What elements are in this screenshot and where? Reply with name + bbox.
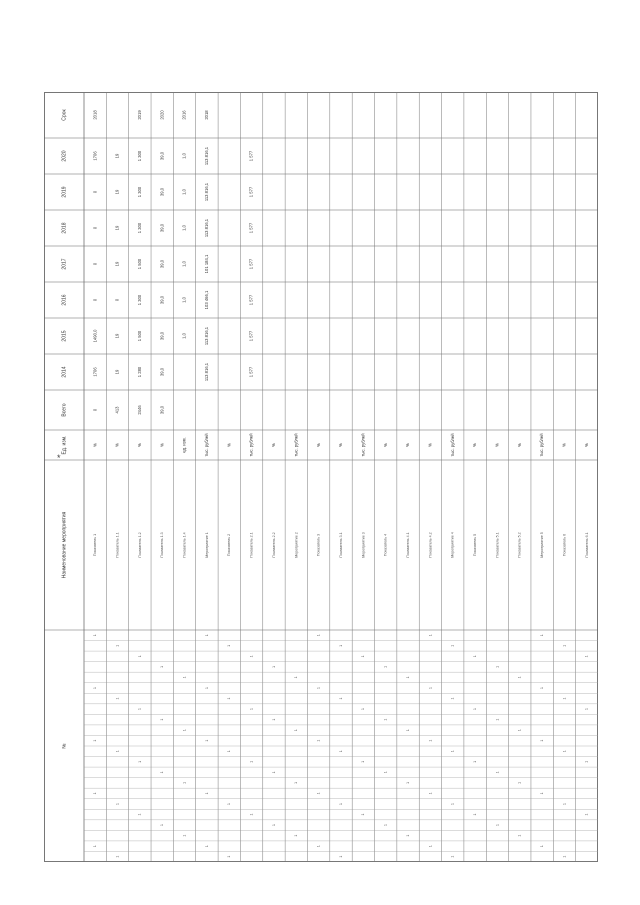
grid-mark: 1 — [428, 739, 433, 742]
table-cell: 1,0 — [181, 153, 187, 159]
table-cell: 2019 — [136, 110, 142, 120]
page-marker: * — [57, 453, 61, 463]
table-cell: 19 — [114, 261, 120, 267]
grid-mark: 1 — [93, 845, 98, 848]
grid-mark: 1 — [540, 845, 545, 848]
grid-mark: 1 — [472, 760, 477, 763]
column-header: 2020 — [61, 150, 68, 162]
grid-mark: 1 — [472, 708, 477, 711]
grid-mark: 1 — [294, 676, 299, 679]
grid-mark: 1 — [405, 729, 410, 732]
grid-mark: 1 — [383, 824, 388, 827]
grid-mark: 1 — [361, 813, 366, 816]
grid-mark: 1 — [495, 824, 500, 827]
grid-mark: 1 — [428, 687, 433, 689]
table-cell: 0 — [92, 408, 98, 412]
table-cell: тыс. рублей — [248, 433, 254, 457]
table-cell: тыс. рублей — [449, 433, 455, 457]
grid-mark: 1 — [294, 781, 299, 784]
grid-mark: 1 — [271, 718, 276, 721]
row-description: Мероприятие 2 — [294, 532, 299, 558]
row-description: Показатель 2.1 — [249, 532, 254, 558]
row-description: Показатель 1.2 — [137, 532, 142, 558]
column-header: 2018 — [61, 222, 68, 234]
grid-mark: 1 — [294, 834, 299, 837]
table-cell: 113 816,1 — [204, 326, 210, 346]
grid-mark: 1 — [249, 655, 254, 658]
table-cell: 39,0 — [159, 223, 165, 233]
column-header: Наименование мероприятия — [61, 511, 68, 579]
row-description: Показатель 3 — [316, 533, 321, 557]
grid-mark: 1 — [115, 750, 120, 753]
grid-mark: 1 — [495, 665, 500, 668]
grid-mark: 1 — [182, 729, 187, 732]
row-description: Показатель 4.2 — [428, 532, 433, 558]
grid-mark: 1 — [450, 855, 455, 858]
table-cell: 0 — [92, 262, 98, 266]
table-cell: 113 816,1 — [204, 182, 210, 202]
table-cell: 39,0 — [159, 259, 165, 269]
grid-mark: 1 — [271, 824, 276, 827]
grid-mark: 1 — [316, 792, 321, 795]
table-cell: % — [427, 443, 433, 447]
table-cell: 103 466,1 — [204, 290, 210, 310]
table-cell: 1,0 — [181, 225, 187, 231]
row-description: Показатель 5 — [473, 533, 478, 557]
table-cell: 113 816,1 — [204, 362, 210, 382]
grid-mark: 1 — [115, 855, 120, 858]
grid-mark: 1 — [249, 760, 254, 763]
column-header: Всего — [61, 403, 68, 417]
table-cell: 19 — [114, 225, 120, 231]
row-description: Показатель 2.2 — [271, 532, 276, 558]
table-cell: 0 — [92, 190, 98, 194]
grid-mark: 1 — [249, 708, 254, 711]
grid-mark: 1 — [182, 676, 187, 679]
table-canvas — [44, 92, 598, 862]
table-cell: 2018 — [204, 110, 210, 120]
grid-mark: 1 — [383, 771, 388, 774]
table-cell: 2446 — [136, 405, 142, 415]
table-cell: 1 577 — [248, 150, 254, 162]
table-cell: 19 — [114, 333, 120, 339]
row-description: Показатель 1 — [93, 533, 98, 557]
grid-mark: 1 — [517, 834, 522, 837]
grid-mark: 1 — [316, 687, 321, 689]
table-cell: 1 280 — [136, 366, 142, 378]
table-cell: 1 500 — [136, 258, 142, 270]
grid-mark: 1 — [450, 803, 455, 805]
table-cell: % — [315, 443, 321, 447]
table-cell: 39,0 — [159, 367, 165, 377]
grid-mark: 1 — [338, 750, 343, 753]
table-cell: тыс. рублей — [293, 433, 299, 457]
row-description: Показатель 5.2 — [517, 532, 522, 558]
table-cell: 1,0 — [181, 189, 187, 195]
table-cell: 413 — [114, 406, 120, 414]
table-cell: % — [271, 443, 277, 447]
table-cell: % — [338, 443, 344, 447]
grid-mark: 1 — [160, 771, 165, 774]
grid-mark: 1 — [361, 708, 366, 711]
table-cell: 1 300 — [136, 294, 142, 306]
column-header: № — [61, 743, 68, 749]
table-cell: 1 300 — [136, 222, 142, 234]
grid-mark: 1 — [495, 771, 500, 774]
grid-mark: 1 — [517, 781, 522, 784]
table-cell: 1 500 — [136, 330, 142, 342]
table-cell: 1706 — [92, 367, 98, 377]
table-cell: 0 — [92, 226, 98, 230]
grid-mark: 1 — [361, 760, 366, 763]
table-cell: % — [92, 443, 98, 447]
row-description: Показатель 2 — [227, 533, 232, 557]
column-header: 2017 — [61, 258, 68, 270]
table-cell: ед. изм. — [181, 437, 187, 453]
table-cell: 39,0 — [159, 187, 165, 197]
table-cell: 1 300 — [136, 186, 142, 198]
table-cell: % — [472, 443, 478, 447]
row-description: Показатель 1.3 — [160, 532, 165, 558]
table-cell: % — [159, 443, 165, 447]
grid-mark: 1 — [450, 750, 455, 753]
grid-mark: 1 — [540, 739, 545, 742]
row-description: Мероприятие 4 — [450, 532, 455, 558]
grid-mark: 1 — [562, 750, 567, 753]
grid-mark: 1 — [540, 687, 545, 689]
grid-mark: 1 — [182, 781, 187, 784]
row-description: Мероприятие 1 — [204, 532, 209, 558]
grid-mark: 1 — [160, 824, 165, 827]
column-header: Ед. изм. — [61, 435, 68, 455]
table-cell: 39,0 — [159, 295, 165, 305]
grid-mark: 1 — [428, 634, 433, 637]
grid-mark: 1 — [338, 697, 343, 700]
table-cell: 1 577 — [248, 294, 254, 306]
table-cell: % — [405, 443, 411, 447]
grid-mark: 1 — [562, 644, 567, 647]
table-cell: % — [494, 443, 500, 447]
table-cell: % — [382, 443, 388, 447]
table-cell: тыс. рублей — [539, 433, 545, 457]
table-cell: 1 577 — [248, 258, 254, 270]
grid-mark: 1 — [584, 813, 589, 816]
grid-mark: 1 — [137, 655, 142, 658]
column-header: 2014 — [61, 366, 68, 378]
table-cell: % — [583, 443, 589, 447]
column-header: Срок — [61, 109, 68, 121]
grid-mark: 1 — [271, 771, 276, 774]
grid-mark: 1 — [540, 792, 545, 795]
grid-mark: 1 — [405, 676, 410, 679]
table-cell: 2016 — [181, 110, 187, 120]
grid-mark: 1 — [584, 655, 589, 658]
grid-mark: 1 — [227, 750, 232, 753]
table-cell: 1,0 — [181, 333, 187, 339]
grid-mark: 1 — [204, 687, 209, 689]
grid-mark: 1 — [204, 845, 209, 848]
grid-mark: 1 — [361, 655, 366, 658]
table-cell: 1 577 — [248, 366, 254, 378]
grid-mark: 1 — [450, 644, 455, 647]
table-cell: 0 — [114, 298, 120, 302]
table-cell: 39,0 — [159, 151, 165, 161]
grid-mark: 1 — [450, 697, 455, 700]
grid-mark: 1 — [562, 697, 567, 700]
table-cell: % — [561, 443, 567, 447]
table-cell: % — [516, 443, 522, 447]
table-cell: тыс. рублей — [360, 433, 366, 457]
grid-mark: 1 — [115, 803, 120, 805]
table-cell: % — [226, 443, 232, 447]
grid-mark: 1 — [227, 697, 232, 700]
table-cell: % — [114, 443, 120, 447]
grid-mark: 1 — [316, 845, 321, 848]
table-cell: 19 — [114, 189, 120, 195]
row-description: Мероприятие 5 — [540, 532, 545, 558]
grid-mark: 1 — [227, 855, 232, 858]
grid-mark: 1 — [562, 855, 567, 858]
table-cell: 101 184,1 — [204, 254, 210, 274]
grid-mark: 1 — [137, 813, 142, 816]
grid-mark: 1 — [93, 687, 98, 689]
grid-mark: 1 — [115, 644, 120, 647]
grid-mark: 1 — [316, 634, 321, 637]
grid-mark: 1 — [115, 697, 120, 700]
table-cell: 1 577 — [248, 186, 254, 198]
row-description: Показатель 3.1 — [338, 532, 343, 558]
grid-mark: 1 — [271, 665, 276, 668]
grid-mark: 1 — [405, 834, 410, 837]
table-cell: 19 — [114, 369, 120, 375]
grid-mark: 1 — [93, 739, 98, 742]
row-description: Мероприятие 3 — [361, 532, 366, 558]
grid-mark: 1 — [517, 729, 522, 732]
row-description: Показатель 4 — [383, 533, 388, 557]
grid-mark: 1 — [472, 655, 477, 658]
table-cell: 113 816,1 — [204, 146, 210, 166]
table-cell: 1706 — [92, 151, 98, 161]
grid-mark: 1 — [428, 845, 433, 848]
grid-mark: 1 — [472, 813, 477, 816]
table-cell: 1,0 — [181, 261, 187, 267]
grid-mark: 1 — [160, 718, 165, 721]
table-cell: 39,0 — [159, 331, 165, 341]
table-cell: 1,0 — [181, 297, 187, 303]
column-header: 2016 — [61, 294, 68, 306]
grid-mark: 1 — [405, 781, 410, 784]
table-cell: 1 577 — [248, 222, 254, 234]
grid-mark: 1 — [517, 676, 522, 679]
column-header: 2015 — [61, 330, 68, 342]
grid-mark: 1 — [249, 813, 254, 816]
grid-mark: 1 — [562, 803, 567, 805]
grid-mark: 1 — [137, 760, 142, 763]
table-cell: 2018 — [92, 110, 98, 120]
table-cell: 2020 — [159, 110, 165, 120]
row-description: Показатель 4.1 — [405, 532, 410, 558]
grid-mark: 1 — [383, 718, 388, 721]
grid-mark: 1 — [182, 834, 187, 837]
row-description: Показатель 1.1 — [115, 532, 120, 558]
grid-mark: 1 — [137, 708, 142, 711]
grid-mark: 1 — [540, 634, 545, 637]
row-description: Показатель 1.4 — [182, 532, 187, 558]
table-cell: 19 — [114, 153, 120, 159]
grid-mark: 1 — [316, 739, 321, 742]
table-cell: 39,0 — [159, 405, 165, 415]
grid-mark: 1 — [294, 729, 299, 732]
grid-mark: 1 — [383, 665, 388, 668]
grid-mark: 1 — [93, 634, 98, 637]
grid-mark: 1 — [204, 739, 209, 742]
grid-mark: 1 — [227, 644, 232, 647]
grid-mark: 1 — [204, 634, 209, 637]
grid-mark: 1 — [584, 760, 589, 763]
row-description: Показатель 5.1 — [495, 532, 500, 558]
grid-mark: 1 — [93, 792, 98, 795]
row-description: Показатель 6.1 — [584, 532, 589, 558]
grid-mark: 1 — [160, 665, 165, 668]
grid-mark: 1 — [338, 803, 343, 805]
grid-mark: 1 — [338, 644, 343, 647]
grid-mark: 1 — [338, 855, 343, 858]
row-description: Показатель 6 — [562, 533, 567, 557]
grid-mark: 1 — [428, 792, 433, 795]
grid-mark: 1 — [204, 792, 209, 795]
column-header: 2019 — [61, 186, 68, 198]
table-cell: тыс. рублей — [204, 433, 210, 457]
grid-mark: 1 — [495, 718, 500, 721]
table-cell: 0 — [92, 298, 98, 302]
table-cell: 1490,0 — [92, 329, 98, 343]
table-cell: 1 300 — [136, 150, 142, 162]
table-cell: % — [136, 443, 142, 447]
grid-mark: 1 — [584, 708, 589, 711]
table-cell: 113 816,1 — [204, 218, 210, 238]
table-cell: 1 577 — [248, 330, 254, 342]
grid-mark: 1 — [227, 803, 232, 805]
rotated-data-table — [44, 92, 598, 862]
